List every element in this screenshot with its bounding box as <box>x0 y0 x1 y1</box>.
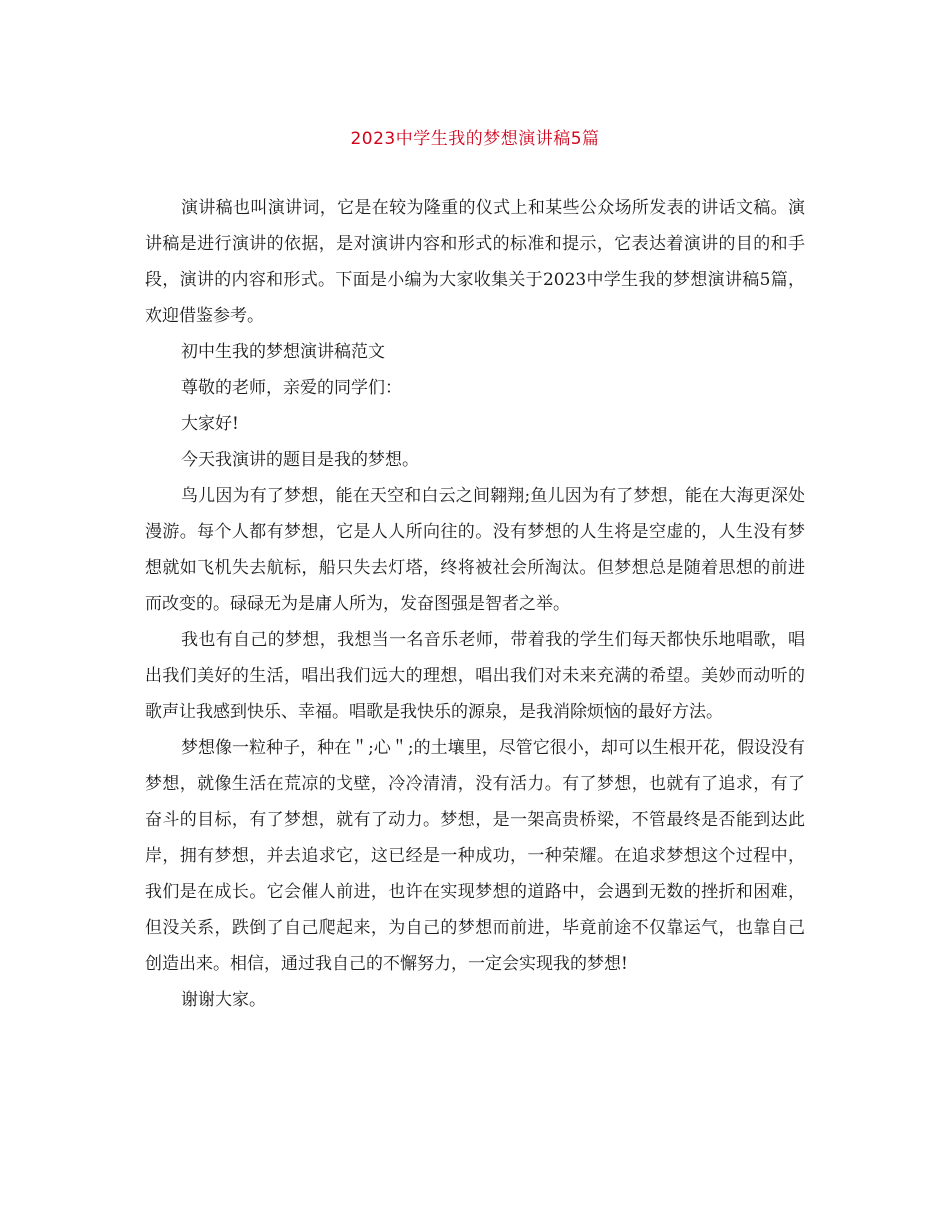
closing-line: 谢谢大家。 <box>181 990 266 1010</box>
body-paragraph: 梦想像一粒种子，种在＂;心＂;的土壤里，尽管它很小，却可以生根开花，假设没有梦想，就像生活在荒凉的戈壁，冷冷清清，没有活力。有了梦想，也就有了追求，有了奋斗的目标，有了梦想，就有了动力。梦想，是一架高贵桥梁，不管最终是否能到达此岸，拥有梦想，并去追求它，这已经是一种成功，一种荣耀。在追求梦想这个过程中，我们是在成长。它会催人前进，也许在实现梦想的道路中，会遇到无数的挫折和困难，但没关系，跌倒了自己爬起来，为自己的梦想而前进，毕竟前途不仅靠运气，也靠自己创造出来。相信，通过我自己的不懈努力，一定会实现我的梦想! <box>145 738 805 974</box>
section-heading: 初中生我的梦想演讲稿范文 <box>181 342 385 362</box>
greeting: 大家好! <box>181 414 239 434</box>
intro-paragraph: 演讲稿也叫演讲词，它是在较为隆重的仪式上和某些公众场所发表的讲话文稿。演讲稿是进行演讲的依据，是对演讲内容和形式的标准和提示，它表达着演讲的目的和手段，演讲的内容和形式。下面是小编为大家收集关于2023中学生我的梦想演讲稿5篇，欢迎借鉴参考。 <box>145 198 805 326</box>
body-paragraph: 我也有自己的梦想，我想当一名音乐老师，带着我的学生们每天都快乐地唱歌，唱出我们美好的生活，唱出我们远大的理想，唱出我们对未来充满的希望。美妙而动听的歌声让我感到快乐、幸福。唱歌是我快乐的源泉，是我消除烦恼的最好方法。 <box>145 630 805 722</box>
document-body <box>145 190 805 1018</box>
document-title: 2023中学生我的梦想演讲稿5篇 <box>350 129 600 149</box>
body-paragraph: 鸟儿因为有了梦想，能在天空和白云之间翱翔;鱼儿因为有了梦想，能在大海更深处漫游。每个人都有梦想，它是人人所向往的。没有梦想的人生将是空虚的，人生没有梦想就如飞机失去航标，船只失去灯塔，终将被社会所淘汰。但梦想总是随着思想的前进而改变的。碌碌无为是庸人所为，发奋图强是智者之举。 <box>145 486 805 614</box>
topic-line: 今天我演讲的题目是我的梦想。 <box>181 450 419 470</box>
salutation: 尊敬的老师，亲爱的同学们： <box>181 378 402 398</box>
